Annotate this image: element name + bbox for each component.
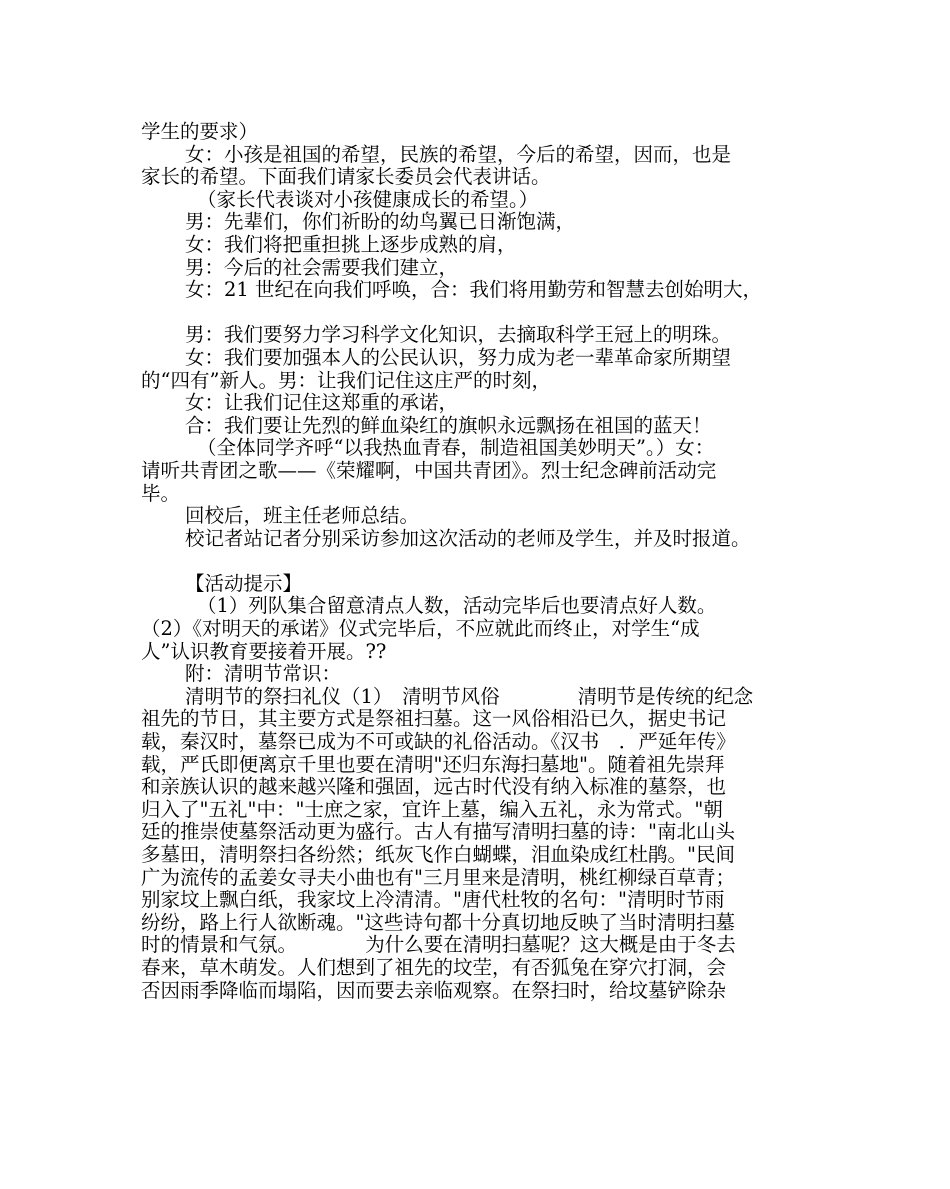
text-line: 多墓田，清明祭扫各纷然；纸灰飞作白蝴蝶，泪血染成红杜鹃。"民间 <box>141 843 735 866</box>
text-line: 合：我们要让先烈的鲜血染红的旗帜永远飘扬在祖国的蓝天！ <box>185 413 712 437</box>
text-line: 回校后，班主任老师总结。 <box>185 504 420 528</box>
text-line: 女：我们将把重担挑上逐步成熟的肩， <box>185 232 517 256</box>
text-line: 女：小孩是祖国的希望，民族的希望，今后的希望，因而，也是 <box>185 142 732 166</box>
blank-line <box>141 550 821 573</box>
text-line: 否因雨季降临而塌陷，因而要去亲临观察。在祭扫时，给坟墓铲除杂 <box>141 978 727 1002</box>
section-heading: 【活动提示】 <box>185 571 303 595</box>
text-line: 别家坟上飘白纸，我家坟上冷清清。"唐代杜牧的名句："清明时节雨 <box>141 888 725 912</box>
text-line: 时的情景和气氛。 为什么要在清明扫墓呢？这大概是由于冬去 <box>141 933 736 957</box>
text-line: 的“四有”新人。男：让我们记住这庄严的时刻， <box>141 368 551 392</box>
text-line: 和亲族认识的越来越兴隆和强固，远古时代没有纳入标准的墓祭，也 <box>141 775 727 799</box>
text-line: 广为流传的孟姜女寻夫小曲也有"三月里来是清明，桃红柳绿百草青； <box>141 865 735 889</box>
text-line: 家长的希望。下面我们请家长委员会代表讲话。 <box>141 165 551 189</box>
text-line: 男：我们要努力学习科学文化知识，去摘取科学王冠上的明珠。 <box>185 323 732 347</box>
text-line: （1）列队集合留意清点人数，活动完毕后也要清点好人数。 <box>197 594 717 618</box>
text-line: （家长代表谈对小孩健康成长的希望。） <box>197 187 539 211</box>
text-line: 男：先辈们，你们祈盼的幼鸟翼已日渐饱满， <box>185 210 576 234</box>
text-line: 廷的推崇使墓祭活动更为盛行。古人有描写清明扫墓的诗："南北山头 <box>141 820 735 844</box>
text-line: 校记者站记者分别采访参加这次活动的老师及学生，并及时报道。 <box>185 526 751 550</box>
text-line: 学生的要求） <box>141 120 259 143</box>
text-line: 男：今后的社会需要我们建立， <box>185 255 459 279</box>
document-body <box>141 121 821 1002</box>
text-line: 纷纷，路上行人欲断魂。"这些诗句都十分真切地反映了当时清明扫墓 <box>141 910 735 934</box>
text-line: 清明节的祭扫礼仪（1） 清明节风俗 清明节是传统的纪念 <box>185 684 754 708</box>
text-line: 请听共青团之歌——《荣耀啊，中国共青团》。烈士纪念碑前活动完 <box>141 458 717 482</box>
text-line: 女：让我们记住这郑重的承诺， <box>185 391 459 415</box>
text-line: 归入了"五礼"中："士庶之家，宜许上墓，编入五礼，永为常式。"朝 <box>141 797 723 821</box>
blank-line <box>141 302 821 325</box>
text-line: 附：清明节常识： <box>185 662 342 686</box>
text-line: 春来，草木萌发。人们想到了祖先的坟茔，有否狐兔在穿穴打洞，会 <box>141 955 727 979</box>
text-line: 女：21 世纪在向我们呼唤，合：我们将用勤劳和智慧去创始明大， <box>185 278 763 302</box>
text-line: 人”认识教育要接着开展。?? <box>141 639 387 663</box>
text-line: （2）《对明天的承诺》仪式完毕后，不应就此而终止，对学生“成 <box>141 617 700 641</box>
text-line: 女：我们要加强本人的公民认识，努力成为老一辈革命家所期望 <box>185 345 732 369</box>
text-line: 祖先的节日，其主要方式是祭祖扫墓。这一风俗相沿已久，据史书记 <box>141 707 727 731</box>
text-line: （全体同学齐呼“以我热血青春，制造祖国美妙明天”。）女： <box>197 436 715 460</box>
text-line: 载，严氏即便离京千里也要在清明"还归东海扫墓地"。随着祖先崇拜 <box>141 752 725 776</box>
text-line: 毕。 <box>141 481 181 505</box>
text-line: 载，秦汉时，墓祭已成为不可或缺的礼俗活动。《汉书 ．严延年传》 <box>141 730 736 754</box>
